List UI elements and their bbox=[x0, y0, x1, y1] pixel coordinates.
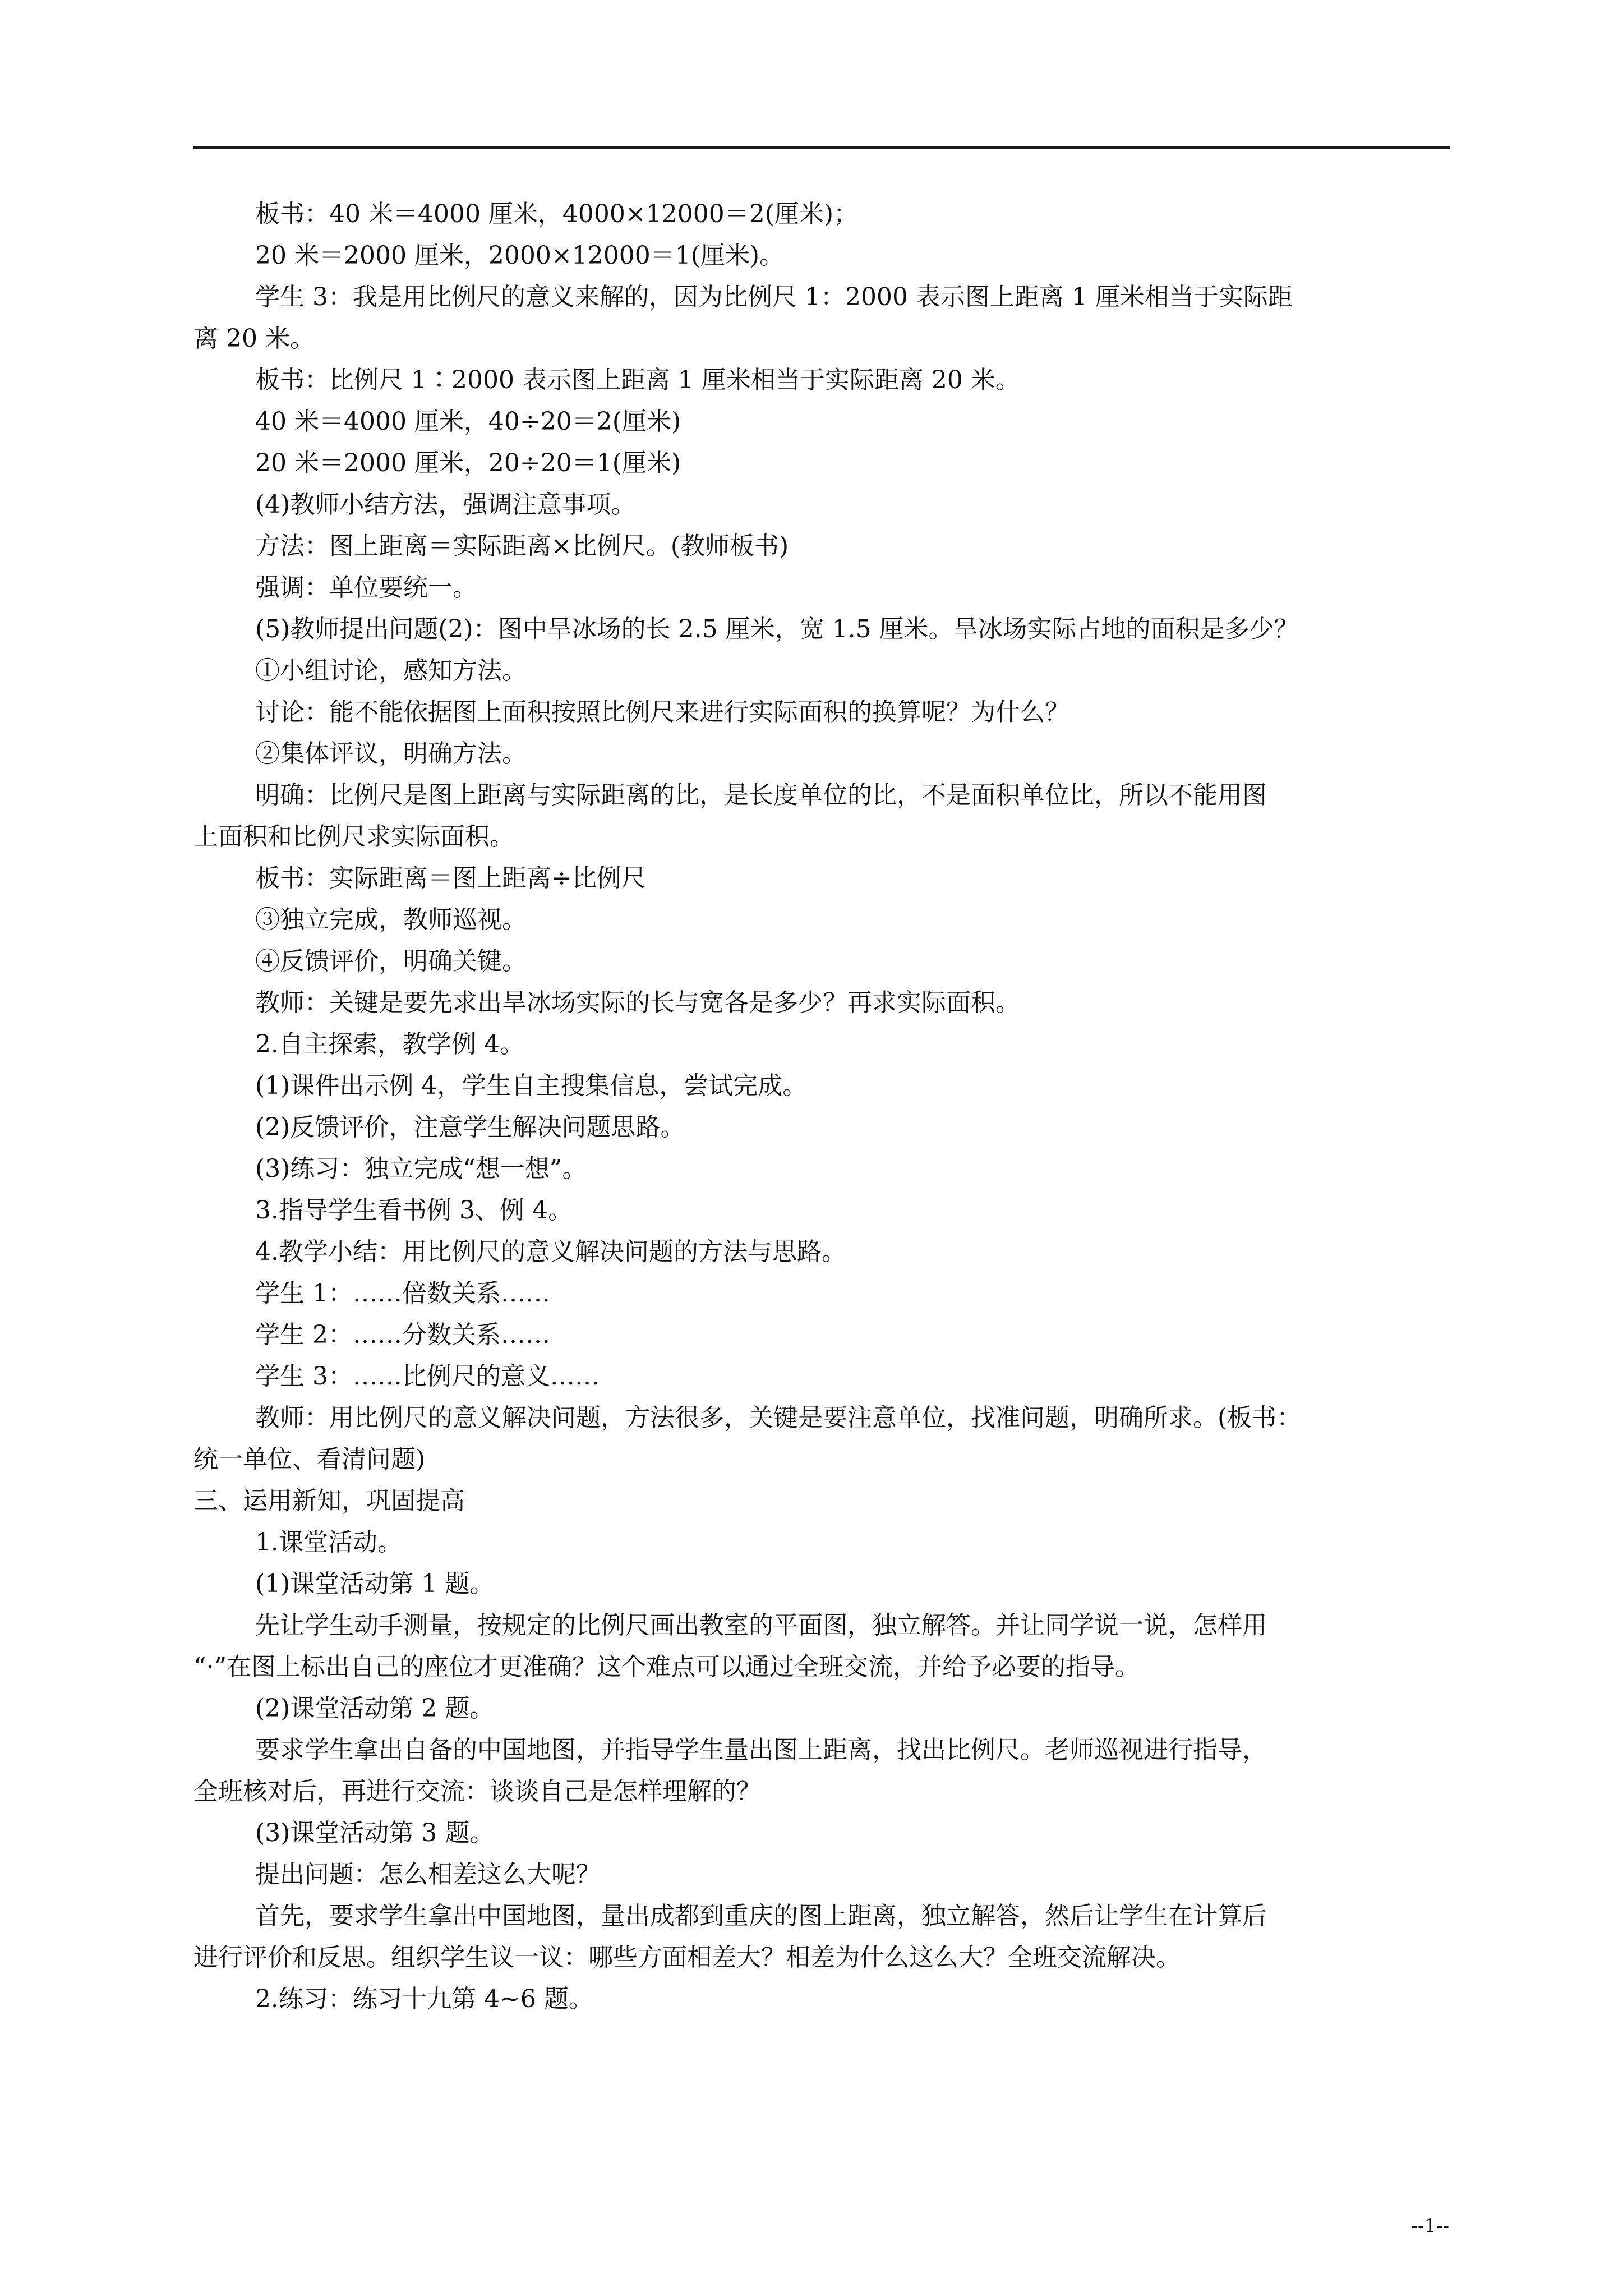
text-line: 三、运用新知，巩固提高 bbox=[193, 1487, 465, 1515]
header-rule bbox=[193, 146, 1450, 149]
text-line: 学生 3：我是用比例尺的意义来解的，因为比例尺 1：2000 表示图上距离 1 厘米相当于实际距 bbox=[255, 283, 1293, 311]
text-line: (5)教师提出问题(2)：图中旱冰场的长 2.5 厘米，宽 1.5 厘米。旱冰场实际占地的面积是多少？ bbox=[255, 615, 1299, 643]
text-line: 20 米＝2000 厘米，2000×12000＝1(厘米)。 bbox=[255, 241, 785, 270]
text-line: 首先，要求学生拿出中国地图，量出成都到重庆的图上距离，独立解答，然后让学生在计算后 bbox=[255, 1902, 1267, 1930]
text-line: 明确：比例尺是图上距离与实际距离的比，是长度单位的比，不是面积单位比，所以不能用图 bbox=[255, 781, 1267, 809]
text-line: 学生 2：……分数关系…… bbox=[255, 1320, 550, 1349]
text-line: ②集体评议，明确方法。 bbox=[255, 739, 527, 768]
text-line: 全班核对后，再进行交流：谈谈自己是怎样理解的？ bbox=[193, 1777, 761, 1806]
text-line: 1.课堂活动。 bbox=[255, 1528, 402, 1557]
text-line: (2)反馈评价，注意学生解决问题思路。 bbox=[255, 1113, 685, 1142]
text-line: ④反馈评价，明确关键。 bbox=[255, 947, 527, 976]
text-line: (2)课堂活动第 2 题。 bbox=[255, 1694, 495, 1723]
text-line: (3)课堂活动第 3 题。 bbox=[255, 1819, 495, 1847]
text-line: (3)练习：独立完成“想一想”。 bbox=[255, 1154, 587, 1183]
text-line: (4)教师小结方法，强调注意事项。 bbox=[255, 490, 636, 519]
text-line: ①小组讨论，感知方法。 bbox=[255, 656, 527, 685]
text-line: 20 米＝2000 厘米，20÷20＝1(厘米) bbox=[255, 449, 681, 477]
text-line: 要求学生拿出自备的中国地图，并指导学生量出图上距离，找出比例尺。老师巡视进行指导， bbox=[255, 1736, 1267, 1764]
text-line: 板书：比例尺 1∶2000 表示图上距离 1 厘米相当于实际距离 20 米。 bbox=[255, 366, 1020, 394]
text-line: 板书：40 米＝4000 厘米，4000×12000＝2(厘米)； bbox=[255, 200, 859, 228]
text-line: 40 米＝4000 厘米，40÷20＝2(厘米) bbox=[255, 407, 681, 436]
text-line: 讨论：能不能依据图上面积按照比例尺来进行实际面积的换算呢？为什么？ bbox=[255, 698, 1069, 726]
text-line: (1)课堂活动第 1 题。 bbox=[255, 1570, 495, 1598]
text-line: 4.教学小结：用比例尺的意义解决问题的方法与思路。 bbox=[255, 1237, 846, 1266]
text-line: 板书：实际距离＝图上距离÷比例尺 bbox=[255, 864, 646, 892]
text-line: 教师：关键是要先求出旱冰场实际的长与宽各是多少？再求实际面积。 bbox=[255, 988, 1020, 1017]
text-line: 学生 3：……比例尺的意义…… bbox=[255, 1362, 600, 1391]
text-line: 方法：图上距离＝实际距离×比例尺。(教师板书) bbox=[255, 532, 789, 560]
text-line: 2.练习：练习十九第 4~6 题。 bbox=[255, 1985, 593, 2013]
text-line: 教师：用比例尺的意义解决问题，方法很多，关键是要注意单位，找准问题，明确所求。(板书： bbox=[255, 1404, 1302, 1432]
text-line: 2.自主探索，教学例 4。 bbox=[255, 1030, 524, 1059]
text-line: ③独立完成，教师巡视。 bbox=[255, 905, 527, 934]
page-number: --1-- bbox=[1411, 2215, 1449, 2237]
text-line: 离 20 米。 bbox=[193, 324, 315, 353]
text-line: 强调：单位要统一。 bbox=[255, 573, 477, 602]
text-line: 3.指导学生看书例 3、例 4。 bbox=[255, 1196, 573, 1225]
document-body bbox=[193, 194, 1450, 2020]
text-line: 上面积和比例尺求实际面积。 bbox=[193, 822, 514, 851]
text-line: 进行评价和反思。组织学生议一议：哪些方面相差大？相差为什么这么大？全班交流解决。 bbox=[193, 1943, 1181, 1972]
text-line: “·”在图上标出自己的座位才更准确？这个难点可以通过全班交流，并给予必要的指导。 bbox=[193, 1653, 1140, 1681]
text-line: 提出问题：怎么相差这么大呢？ bbox=[255, 1860, 601, 1889]
text-line: 先让学生动手测量，按规定的比例尺画出教室的平面图，独立解答。并让同学说一说，怎样用 bbox=[255, 1611, 1267, 1640]
text-line: (1)课件出示例 4，学生自主搜集信息，尝试完成。 bbox=[255, 1071, 808, 1100]
text-line: 学生 1：……倍数关系…… bbox=[255, 1279, 550, 1308]
text-line: 统一单位、看清问题) bbox=[193, 1445, 426, 1474]
